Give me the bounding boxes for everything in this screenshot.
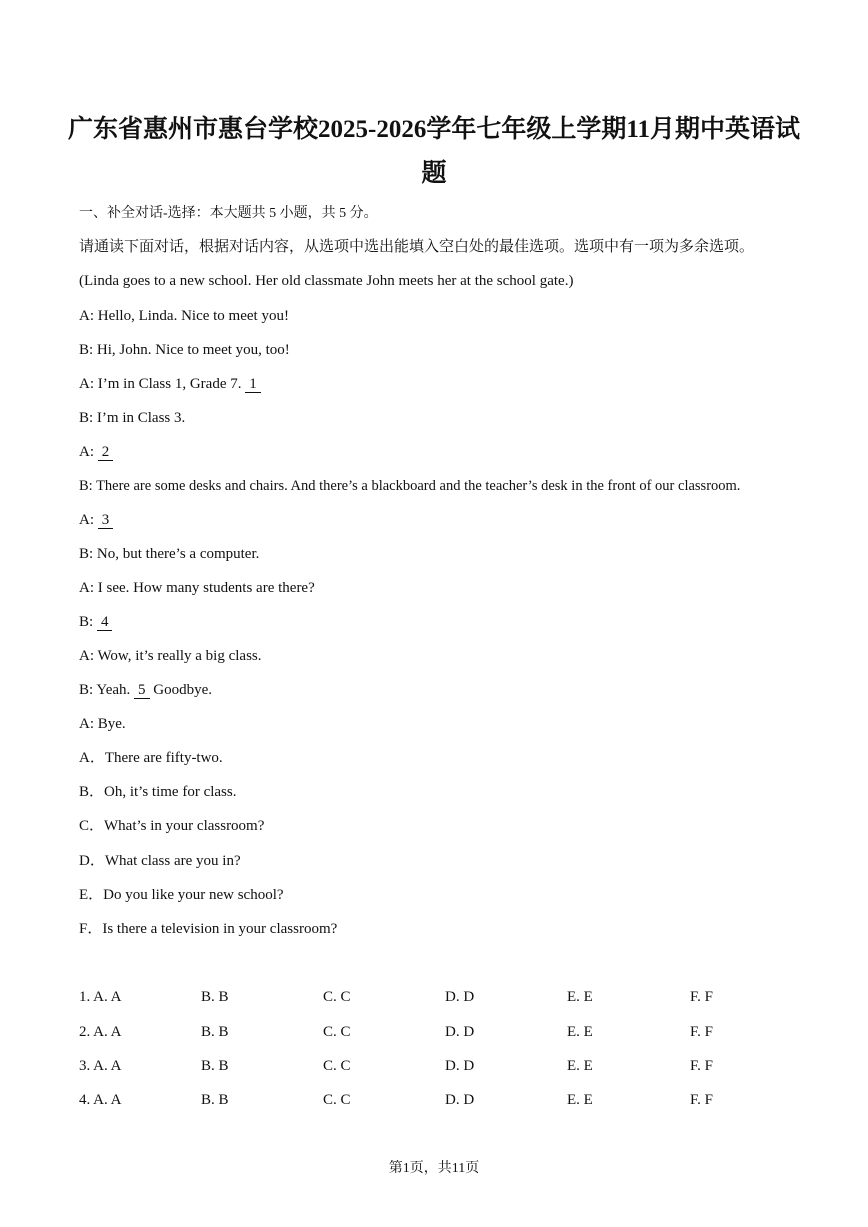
answer-choice[interactable]: E. E [567, 989, 593, 1005]
blank-1: 1 [245, 376, 261, 393]
instruction-text: 请通读下面对话，根据对话内容，从选项中选出能填入空白处的最佳选项。选项中有一项为多余选项。 [79, 239, 755, 255]
option-e: E．Do you like your new school? [79, 887, 284, 903]
dialogue-text: A: I’m in Class 1, Grade 7. [79, 376, 246, 392]
dialogue-line: A: Hello, Linda. Nice to meet you! [79, 308, 289, 324]
option-b: B．Oh, it’s time for class. [79, 784, 237, 800]
answer-choice[interactable]: F. F [690, 1092, 713, 1108]
section-heading: 一、补全对话-选择：本大题共 5 小题，共 5 分。 [79, 206, 378, 221]
answer-choice[interactable]: F. F [690, 1058, 713, 1074]
answer-choice[interactable]: C. C [323, 1092, 351, 1108]
dialogue-line [79, 680, 212, 700]
answer-choice[interactable]: C. C [323, 1024, 351, 1040]
dialogue-text: A: [79, 444, 98, 460]
dialogue-line: B: No, but there’s a computer. [79, 546, 260, 562]
answer-choice[interactable]: F. F [690, 989, 713, 1005]
answer-choice[interactable]: B. B [201, 1058, 229, 1074]
dialogue-line: B: I’m in Class 3. [79, 410, 186, 426]
answer-choice[interactable]: 1. A. A [79, 989, 122, 1005]
blank-5: 5 [134, 682, 150, 699]
dialogue-line: A: Bye. [79, 716, 126, 732]
blank-2: 2 [98, 444, 114, 461]
answer-choice[interactable]: C. C [323, 989, 351, 1005]
answer-choice[interactable]: B. B [201, 989, 229, 1005]
answer-choice[interactable]: 3. A. A [79, 1058, 122, 1074]
dialogue-line [79, 612, 112, 632]
blank-3: 3 [98, 512, 114, 529]
answer-choice[interactable]: B. B [201, 1024, 229, 1040]
option-f: F．Is there a television in your classroom? [79, 921, 338, 937]
answer-choice[interactable]: F. F [690, 1024, 713, 1040]
title-line-2: 题 [421, 160, 447, 187]
answer-choice[interactable]: D. D [445, 1024, 475, 1040]
answer-choice[interactable]: B. B [201, 1092, 229, 1108]
answer-choice[interactable]: E. E [567, 1058, 593, 1074]
context-text: (Linda goes to a new school. Her old classmate John meets her at the school gate.) [79, 273, 574, 289]
dialogue-text: B: Yeah. [79, 682, 135, 698]
dialogue-text: A: [79, 512, 98, 528]
title-line-1: 广东省惠州市惠台学校2025-2026学年七年级上学期11月期中英语试 [68, 116, 800, 143]
exam-title [60, 108, 808, 196]
dialogue-line: A: I see. How many students are there? [79, 580, 315, 596]
answer-choice[interactable]: 2. A. A [79, 1024, 122, 1040]
dialogue-text: B: [79, 614, 97, 630]
answer-choice[interactable]: 4. A. A [79, 1092, 122, 1108]
dialogue-text: Goodbye. [149, 682, 213, 698]
answer-choice[interactable]: E. E [567, 1092, 593, 1108]
answer-choice[interactable]: D. D [445, 1058, 475, 1074]
answer-choice[interactable]: D. D [445, 989, 475, 1005]
dialogue-line [79, 374, 261, 394]
blank-4: 4 [97, 614, 113, 631]
answer-choice[interactable]: C. C [323, 1058, 351, 1074]
page-footer: 第1页，共11页 [388, 1161, 480, 1176]
dialogue-line [79, 510, 113, 530]
dialogue-line [79, 442, 113, 462]
answer-choice[interactable]: D. D [445, 1092, 475, 1108]
answer-choice[interactable]: E. E [567, 1024, 593, 1040]
option-d: D．What class are you in? [79, 853, 241, 869]
dialogue-line: A: Wow, it’s really a big class. [79, 648, 262, 664]
option-c: C．What’s in your classroom? [79, 818, 265, 834]
dialogue-line: B: Hi, John. Nice to meet you, too! [79, 342, 290, 358]
dialogue-line: B: There are some desks and chairs. And there’s a blackboard and the teacher’s desk in the front of our classroom. [79, 478, 741, 494]
option-a: A．There are fifty-two. [79, 750, 223, 766]
